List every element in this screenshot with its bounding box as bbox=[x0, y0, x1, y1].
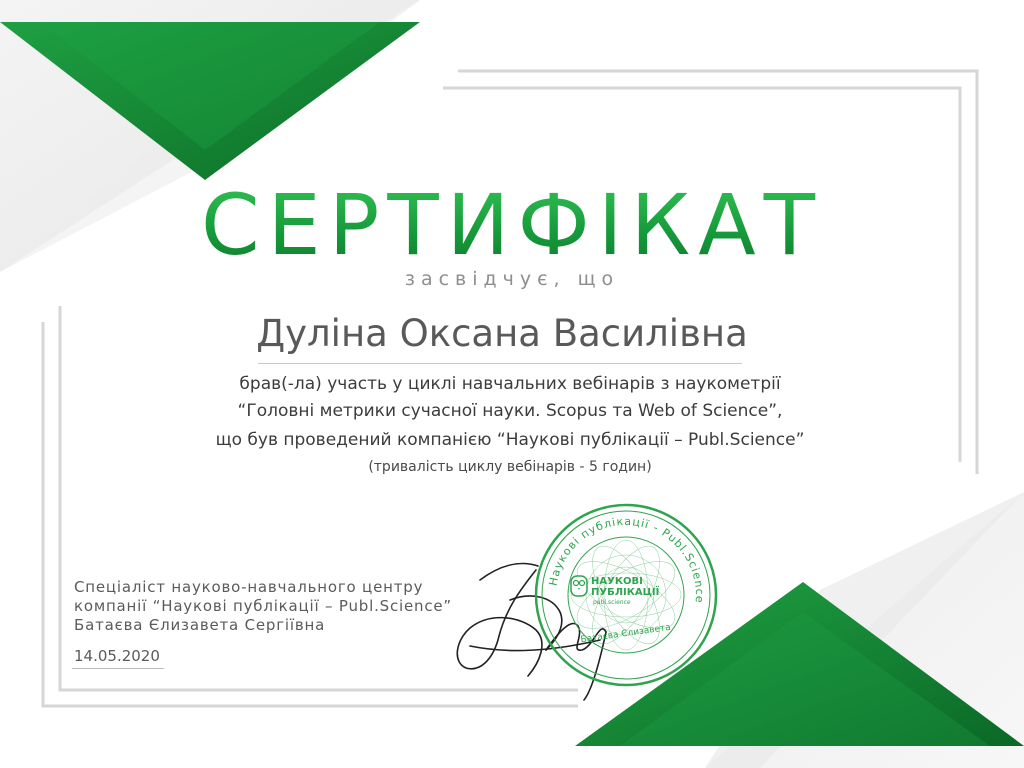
signer-block bbox=[74, 578, 452, 635]
recipient-name: Дуліна Оксана Василівна bbox=[256, 312, 748, 355]
body-line-duration: (тривалість циклу вебінарів - 5 годин) bbox=[368, 459, 652, 475]
body-line-participation: брав(-ла) участь у циклі навчальних вебінарів з наукометрії bbox=[239, 374, 781, 394]
issue-date: 14.05.2020 bbox=[74, 647, 160, 665]
signer-company: компанії “Наукові публікації – Publ.Science” bbox=[74, 597, 452, 615]
signer-position: Спеціаліст науково-навчального центру bbox=[74, 578, 424, 596]
certificate-title: СЕРТИФІКАТ bbox=[0, 176, 1024, 274]
stamp-logo-line3: publ.science bbox=[593, 599, 631, 606]
date-underline bbox=[72, 668, 164, 669]
seal-stamp-icon bbox=[531, 500, 721, 690]
stamp-center-text: Батаєва Єлизавета bbox=[580, 622, 672, 646]
certificate-subtitle: засвідчує, що bbox=[404, 268, 620, 290]
stamp-logo-line2: ПУБЛІКАЦІЇ bbox=[591, 587, 660, 598]
body-line-course-title: “Головні метрики сучасної науки. Scopus та Web of Science”, bbox=[237, 401, 783, 421]
signer-name: Батаєва Єлизавета Сергіївна bbox=[74, 616, 326, 634]
body-line-organizer: що був проведений компанією “Наукові публікації – Publ.Science” bbox=[215, 430, 805, 450]
stamp-ring-text: Наукові публікації - Publ.Science bbox=[546, 514, 707, 605]
stamp-logo-line1: НАУКОВІ bbox=[591, 576, 643, 587]
owl-logo-icon bbox=[571, 576, 587, 596]
recipient-underline bbox=[258, 363, 742, 364]
